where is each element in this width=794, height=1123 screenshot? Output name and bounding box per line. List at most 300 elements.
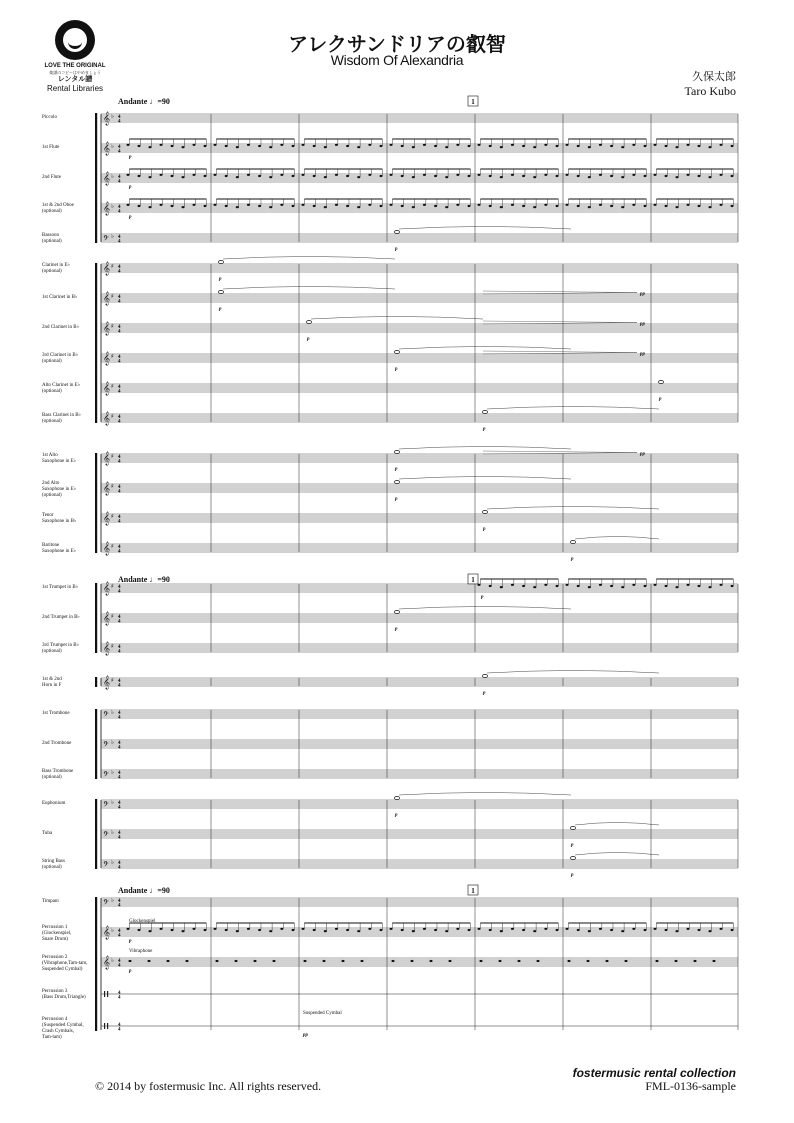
note-head (214, 204, 217, 206)
note-head (698, 145, 701, 147)
note-head (478, 584, 481, 586)
note-head (500, 176, 503, 178)
note-head (258, 205, 261, 207)
note-head (577, 585, 580, 587)
note-head (511, 584, 514, 586)
note-head (236, 206, 239, 208)
time-signature-top: 4 (118, 959, 121, 964)
note-head (434, 175, 437, 177)
note-head (449, 960, 452, 962)
note-head (610, 929, 613, 931)
tempo-marking: Andante ♩=90 (118, 97, 170, 106)
note-head (566, 144, 569, 146)
note-head (225, 205, 228, 207)
note-head (588, 146, 591, 148)
whole-note (394, 610, 399, 613)
note-head (167, 960, 170, 962)
instrument-label: 1st Alto (42, 453, 58, 458)
time-signature-bottom: 4 (118, 865, 121, 871)
key-signature-icon: ♯ (111, 263, 114, 270)
time-signature-bottom: 4 (118, 649, 121, 655)
time-signature-bottom: 4 (118, 963, 121, 969)
instrument-label: 1st Trombone (42, 711, 70, 716)
page-title-english: Wisdom Of Alexandria (330, 52, 464, 68)
note-head (401, 145, 404, 147)
note-head (599, 928, 602, 930)
treble-clef-icon: 𝄞 (103, 321, 111, 335)
whole-note (482, 510, 487, 513)
time-signature-bottom: 4 (118, 519, 121, 525)
key-signature-icon: ♯ (111, 677, 114, 684)
group-bracket (95, 897, 97, 1031)
note-head (632, 928, 635, 930)
bass-clef-icon: 𝄢 (103, 741, 109, 751)
time-signature-bottom: 4 (118, 745, 121, 751)
time-signature-bottom: 4 (118, 329, 121, 335)
note-head (171, 145, 174, 147)
key-signature-icon: ♭ (111, 769, 114, 776)
note-head (423, 174, 426, 176)
note-head (566, 928, 569, 930)
note-head (401, 205, 404, 207)
note-head (390, 928, 393, 930)
note-head (335, 174, 338, 176)
note-head (357, 146, 360, 148)
note-head (361, 960, 364, 962)
instrument-label: Saxophone in E♭ (42, 487, 77, 492)
time-signature-top: 4 (118, 175, 121, 180)
note-head (577, 205, 580, 207)
time-signature-top: 4 (118, 265, 121, 270)
note-head (644, 929, 647, 931)
note-head (342, 960, 345, 962)
note-head (599, 204, 602, 206)
time-signature-top: 4 (118, 679, 121, 684)
note-head (204, 205, 207, 207)
time-signature-bottom: 4 (118, 1027, 121, 1033)
note-head (302, 204, 305, 206)
treble-clef-icon: 𝄞 (103, 611, 111, 625)
note-head (392, 960, 395, 962)
time-signature-bottom: 4 (118, 239, 121, 245)
time-signature-bottom: 4 (118, 995, 121, 1001)
note-head (731, 145, 734, 147)
note-head (676, 206, 679, 208)
instrument-label: 1st Trumpet in B♭ (42, 585, 79, 590)
percussion-clef-icon (104, 991, 105, 997)
note-head (324, 176, 327, 178)
note-head (182, 176, 185, 178)
hairpin-decrescendo (483, 321, 637, 324)
dynamic-marking: p (129, 969, 132, 974)
dynamic-marking: p (129, 939, 132, 944)
time-signature-bottom: 4 (118, 359, 121, 365)
note-head (480, 960, 483, 962)
instrument-label: 1st Flute (42, 145, 60, 150)
instrument-label: Percussion 1 (42, 925, 68, 930)
note-head (280, 204, 283, 206)
note-head (214, 144, 217, 146)
note-head (522, 585, 525, 587)
composer-english: Taro Kubo (684, 84, 736, 98)
note-head (720, 174, 723, 176)
note-head (676, 586, 679, 588)
dynamic-marking: p (219, 277, 222, 282)
instrument-label: 2nd Trumpet in B♭ (42, 615, 80, 620)
note-head (292, 145, 295, 147)
note-head (468, 145, 471, 147)
dynamic-marking: p (395, 367, 398, 372)
note-head (687, 584, 690, 586)
whole-note (218, 260, 223, 263)
dynamic-marking: p (481, 595, 484, 600)
note-head (380, 175, 383, 177)
note-head (610, 585, 613, 587)
note-head (537, 960, 540, 962)
time-signature-top: 4 (118, 991, 121, 996)
note-head (518, 960, 521, 962)
note-head (687, 204, 690, 206)
bass-clef-icon: 𝄢 (103, 831, 109, 841)
tie-slur (399, 477, 571, 480)
note-head (254, 960, 257, 962)
treble-clef-icon: 𝄞 (103, 481, 111, 495)
note-head (292, 175, 295, 177)
note-head (434, 145, 437, 147)
note-head (302, 928, 305, 930)
copyright-notice: © 2014 by fostermusic Inc. All rights reserved. (95, 1079, 322, 1093)
note-head (186, 960, 189, 962)
key-signature-icon: ♭ (111, 143, 114, 150)
treble-clef-icon: 𝄞 (103, 675, 111, 689)
note-head (127, 928, 130, 930)
note-head (401, 175, 404, 177)
instrument-annotation: Glockenspiel (129, 919, 156, 924)
instrument-label: 2nd Alto (42, 481, 60, 486)
note-head (401, 929, 404, 931)
dynamic-marking: p (129, 155, 132, 160)
note-head (709, 586, 712, 588)
note-head (193, 144, 196, 146)
time-signature-top: 4 (118, 115, 121, 120)
note-head (566, 204, 569, 206)
dynamic-marking: pp (640, 292, 645, 297)
note-head (247, 204, 250, 206)
bass-clef-icon: 𝄢 (103, 801, 109, 811)
instrument-label: (optional) (42, 865, 62, 870)
note-head (632, 584, 635, 586)
note-head (720, 584, 723, 586)
note-head (566, 584, 569, 586)
instrument-label: Snare Drum) (42, 937, 68, 942)
instrument-label: (optional) (42, 389, 62, 394)
note-head (193, 174, 196, 176)
note-head (160, 174, 163, 176)
key-signature-icon: ♯ (111, 413, 114, 420)
note-head (511, 174, 514, 176)
instrument-label: (optional) (42, 359, 62, 364)
instrument-label: (optional) (42, 649, 62, 654)
note-head (412, 176, 415, 178)
note-head (380, 145, 383, 147)
time-signature-bottom: 4 (118, 715, 121, 721)
treble-clef-icon: 𝄞 (103, 201, 111, 215)
treble-clef-icon: 𝄞 (103, 581, 111, 595)
note-head (148, 960, 151, 962)
dynamic-marking: p (395, 247, 398, 252)
note-head (654, 174, 657, 176)
instrument-label: (optional) (42, 269, 62, 274)
whole-note (306, 320, 311, 323)
note-head (302, 144, 305, 146)
note-head (214, 174, 217, 176)
instrument-label: (Vibraphone,Tam-tam, (42, 961, 88, 966)
note-head (149, 176, 152, 178)
time-signature-top: 4 (118, 415, 121, 420)
note-head (346, 929, 349, 931)
key-signature-icon: ♭ (111, 113, 114, 120)
note-head (511, 928, 514, 930)
note-head (269, 930, 272, 932)
note-head (478, 204, 481, 206)
tie-slur (399, 347, 571, 350)
instrument-label: Piccolo (42, 115, 57, 120)
note-head (129, 960, 132, 962)
bass-clef-icon: 𝄢 (103, 711, 109, 721)
instrument-label: Baritone (42, 543, 60, 548)
time-signature-bottom: 4 (118, 933, 121, 939)
note-head (610, 205, 613, 207)
time-signature-bottom: 4 (118, 419, 121, 425)
series-name: fostermusic rental collection (572, 1066, 736, 1080)
note-head (610, 175, 613, 177)
tie-slur (487, 671, 659, 674)
note-head (713, 960, 716, 962)
note-head (269, 206, 272, 208)
note-head (644, 205, 647, 207)
instrument-label: Bass Clarinet in B♭ (42, 413, 81, 418)
treble-clef-icon: 𝄞 (103, 261, 111, 275)
key-signature-icon: ♯ (111, 383, 114, 390)
note-head (698, 205, 701, 207)
dynamic-marking: p (571, 843, 574, 848)
note-head (665, 929, 668, 931)
note-head (323, 960, 326, 962)
treble-clef-icon: 𝄞 (103, 511, 111, 525)
instrument-label: (Bass Drum,Triangle) (42, 995, 86, 1000)
note-head (698, 585, 701, 587)
note-head (423, 928, 426, 930)
instrument-label: 2nd Flute (42, 175, 62, 180)
dynamic-marking: pp (640, 452, 645, 457)
instrument-label: Tam-tam) (42, 1035, 62, 1040)
note-head (676, 176, 679, 178)
note-head (434, 929, 437, 931)
note-head (621, 206, 624, 208)
tie-slur (575, 537, 659, 540)
instrument-label: Saxophone in B♭ (42, 519, 77, 524)
treble-clef-icon: 𝄞 (103, 351, 111, 365)
tie-slur (575, 823, 659, 826)
note-head (544, 928, 547, 930)
instrument-label: 2nd Clarinet in B♭ (42, 325, 79, 330)
note-head (544, 174, 547, 176)
note-head (357, 176, 360, 178)
dynamic-marking: p (659, 397, 662, 402)
dynamic-marking: p (483, 527, 486, 532)
instrument-label: Bass Trombone (42, 769, 74, 774)
time-signature-top: 4 (118, 711, 121, 716)
time-signature-top: 4 (118, 741, 121, 746)
note-head (621, 176, 624, 178)
note-head (709, 146, 712, 148)
tie-slur (487, 407, 659, 410)
note-head (599, 584, 602, 586)
note-head (478, 174, 481, 176)
instrument-label: (optional) (42, 209, 62, 214)
bass-clef-icon: 𝄢 (103, 235, 109, 245)
note-head (247, 174, 250, 176)
note-head (731, 175, 734, 177)
time-signature-top: 4 (118, 645, 121, 650)
note-head (698, 929, 701, 931)
key-signature-icon: ♭ (111, 233, 114, 240)
note-head (698, 175, 701, 177)
whole-note (394, 230, 399, 233)
whole-note (482, 410, 487, 413)
note-head (644, 175, 647, 177)
note-head (533, 176, 536, 178)
note-head (182, 206, 185, 208)
time-signature-bottom: 4 (118, 389, 121, 395)
treble-clef-icon: 𝄞 (103, 171, 111, 185)
whole-note (394, 480, 399, 483)
note-head (522, 145, 525, 147)
instrument-label: (optional) (42, 419, 62, 424)
dynamic-marking: p (571, 873, 574, 878)
dynamic-marking: p (129, 215, 132, 220)
key-signature-icon: ♯ (111, 323, 114, 330)
key-signature-icon: ♯ (111, 613, 114, 620)
note-head (280, 144, 283, 146)
note-head (709, 930, 712, 932)
instrument-label: Percussion 4 (42, 1017, 68, 1022)
note-head (280, 174, 283, 176)
note-head (665, 175, 668, 177)
note-head (533, 930, 536, 932)
note-head (335, 144, 338, 146)
instrument-label: 3rd Clarinet in B♭ (42, 353, 79, 358)
time-signature-bottom: 4 (118, 269, 121, 275)
instrument-label: Horn in F (42, 683, 62, 688)
note-head (204, 929, 207, 931)
note-head (656, 960, 659, 962)
dynamic-marking: pp (640, 352, 645, 357)
note-head (522, 205, 525, 207)
note-head (478, 144, 481, 146)
note-head (499, 960, 502, 962)
note-head (235, 960, 238, 962)
note-head (456, 144, 459, 146)
note-head (411, 960, 414, 962)
note-head (445, 176, 448, 178)
note-head (171, 205, 174, 207)
time-signature-bottom: 4 (118, 149, 121, 155)
note-head (489, 585, 492, 587)
note-head (665, 205, 668, 207)
tie-slur (223, 257, 395, 260)
note-head (511, 144, 514, 146)
note-head (182, 146, 185, 148)
note-head (204, 145, 207, 147)
instrument-label: Percussion 2 (42, 955, 68, 960)
instrument-label: String Bass (42, 859, 65, 864)
logo-line-2: 楽譜のコピーはやめましょう (49, 70, 101, 75)
treble-clef-icon: 𝄞 (103, 141, 111, 155)
instrument-label: (Suspended Cymbal, (42, 1023, 84, 1028)
dynamic-marking: p (483, 691, 486, 696)
treble-clef-icon: 𝄞 (103, 451, 111, 465)
key-signature-icon: ♭ (111, 927, 114, 934)
note-head (556, 145, 559, 147)
group-bracket (95, 453, 97, 553)
note-head (606, 960, 609, 962)
note-head (273, 960, 276, 962)
note-head (236, 146, 239, 148)
logo-line-3: レンタル譜 (57, 76, 93, 83)
note-head (731, 929, 734, 931)
time-signature-bottom: 4 (118, 299, 121, 305)
note-head (694, 960, 697, 962)
note-head (544, 144, 547, 146)
note-head (621, 930, 624, 932)
note-head (533, 206, 536, 208)
note-head (138, 175, 141, 177)
note-head (324, 206, 327, 208)
hairpin-decrescendo (483, 451, 637, 454)
note-head (357, 206, 360, 208)
time-signature-bottom: 4 (118, 683, 121, 689)
key-signature-icon: ♭ (111, 203, 114, 210)
time-signature-top: 4 (118, 585, 121, 590)
whole-note (570, 856, 575, 859)
key-signature-icon: ♭ (111, 709, 114, 716)
note-head (500, 586, 503, 588)
treble-clef-icon: 𝄞 (103, 381, 111, 395)
dynamic-marking: p (129, 185, 132, 190)
note-head (390, 204, 393, 206)
key-signature-icon: ♭ (111, 829, 114, 836)
note-head (568, 960, 571, 962)
key-signature-icon: ♯ (111, 293, 114, 300)
note-head (225, 929, 228, 931)
instrument-label: (optional) (42, 239, 62, 244)
key-signature-icon: ♯ (111, 583, 114, 590)
note-head (632, 204, 635, 206)
note-head (423, 144, 426, 146)
key-signature-icon: ♭ (111, 739, 114, 746)
tempo-marking: Andante ♩=90 (118, 575, 170, 584)
tie-slur (399, 793, 571, 796)
logo-line-4: Rental Libraries (46, 84, 104, 93)
note-head (489, 205, 492, 207)
whole-note (658, 380, 663, 383)
key-signature-icon: ♭ (111, 897, 114, 904)
note-head (676, 930, 679, 932)
instrument-label: Saxophone in E♭ (42, 459, 77, 464)
note-head (335, 928, 338, 930)
note-head (182, 930, 185, 932)
